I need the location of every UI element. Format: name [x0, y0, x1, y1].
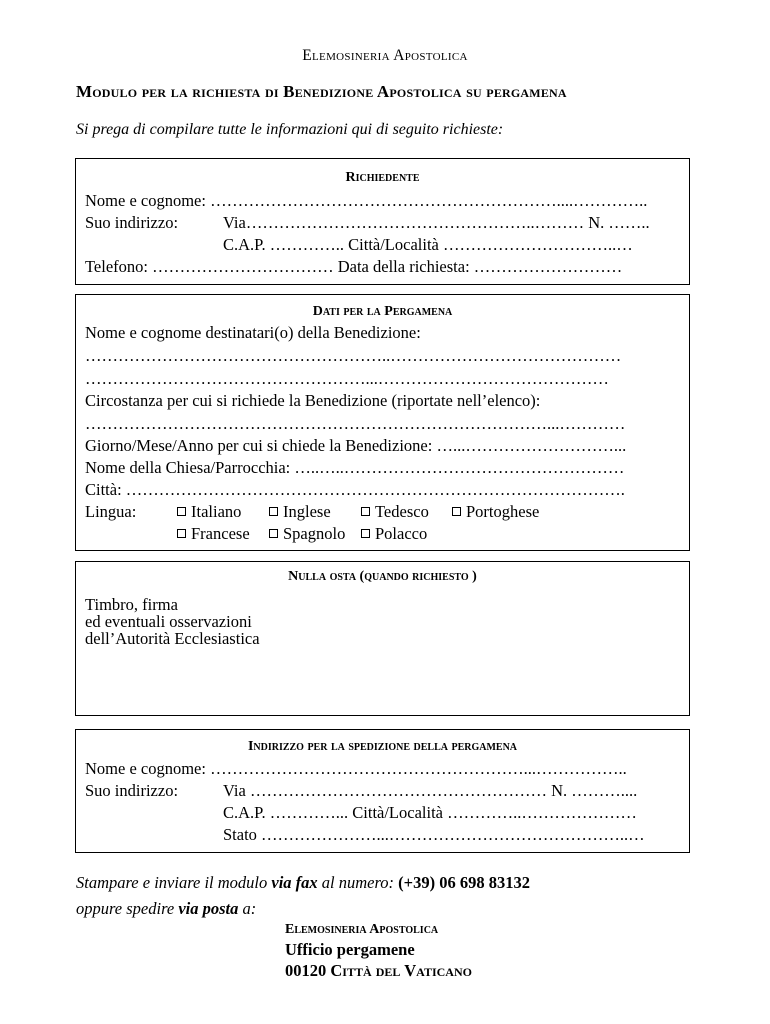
richiedente-via-field[interactable]: Via……………………………………………..……… N. …….. [223, 213, 650, 232]
pergamena-title: Dati per la Pergamena [312, 304, 453, 319]
form-title: Modulo per la richiesta di Benedizione Apostolica su pergamena [76, 82, 567, 101]
spedizione-name-field[interactable]: Nome e cognome: …………………………………………………...…………….. [85, 759, 627, 778]
nulla-osta-title: Nulla osta (quando richiesto ) [288, 569, 477, 584]
date-field[interactable]: Giorno/Mese/Anno per cui si chiede la Benedizione: …...………………………... [85, 436, 627, 455]
nulla-osta-line-1: Timbro, firma [85, 595, 178, 614]
spedizione-section [75, 729, 690, 853]
nulla-osta-section [75, 561, 690, 716]
spedizione-via-field[interactable]: Via ……………………………………………… N. ……….... [223, 781, 638, 800]
postal-address-line-2: Ufficio pergamene [285, 940, 415, 959]
spedizione-title: Indirizzo per la spedizione della pergamena [247, 739, 518, 754]
spedizione-cap-city-field[interactable]: C.A.P. …………... Città/Località …………..………………… [223, 803, 637, 822]
via-posta-emphasis: via posta [178, 899, 239, 918]
language-option-francese[interactable]: Francese [177, 526, 250, 543]
pergamena-section [75, 294, 690, 551]
checkbox-icon[interactable] [361, 529, 370, 538]
spedizione-address-label: Suo indirizzo: [85, 781, 179, 800]
checkbox-icon[interactable] [361, 507, 370, 516]
postal-address-line-1: Elemosineria Apostolica [285, 922, 439, 937]
richiedente-title: Richiedente [345, 170, 420, 185]
nulla-osta-line-3: dell’Autorità Ecclesiastica [85, 629, 260, 648]
nulla-osta-line-2: ed eventuali osservazioni [85, 612, 252, 631]
recipients-field-1[interactable]: ………………………………………………..…………………………………… [85, 346, 622, 365]
postal-address-line-3: 00120 Città del Vaticano [285, 961, 472, 980]
checkbox-icon[interactable] [452, 507, 461, 516]
language-label: Lingua: [85, 502, 137, 521]
intro-text: Si prega di compilare tutte le informazioni qui di seguito richieste: [76, 121, 504, 138]
recipients-label: Nome e cognome destinatari(o) della Benedizione: [85, 323, 421, 342]
richiedente-phone-date-field[interactable]: Telefono: …………………………… Data della richiesta: ……………………… [85, 257, 623, 276]
checkbox-icon[interactable] [269, 507, 278, 516]
language-option-polacco[interactable]: Polacco [361, 526, 427, 543]
richiedente-address-label: Suo indirizzo: [85, 213, 179, 232]
language-option-portoghese[interactable]: Portoghese [452, 504, 539, 521]
office-heading: Elemosineria Apostolica [302, 47, 468, 64]
richiedente-cap-city-field[interactable]: C.A.P. ………….. Città/Località …………………………..… [223, 235, 633, 254]
post-instruction: oppure spedire via posta a: [76, 899, 257, 918]
city-field[interactable]: Città: ………………………………………………………………………………. [85, 480, 625, 499]
language-option-italiano[interactable]: Italiano [177, 504, 241, 521]
via-fax-emphasis: via fax [271, 873, 318, 892]
language-option-inglese[interactable]: Inglese [269, 504, 331, 521]
richiedente-section [75, 158, 690, 285]
spedizione-stato-field[interactable]: Stato …………………...……………………………………..… [223, 825, 645, 844]
recipients-field-2[interactable]: ……………………………………………...…………………………………… [85, 369, 609, 388]
richiedente-name-field[interactable]: Nome e cognome: ………………………………………………………....………….. [85, 191, 648, 210]
checkbox-icon[interactable] [177, 507, 186, 516]
occasion-label: Circostanza per cui si richiede la Benedizione (riportate nell’elenco): [85, 391, 541, 410]
language-option-tedesco[interactable]: Tedesco [361, 504, 429, 521]
occasion-field[interactable]: …………………………………………………………………………...………… [85, 414, 626, 433]
church-field[interactable]: Nome della Chiesa/Parrocchia: …..…..…………………………………………… [85, 458, 625, 477]
language-option-spagnolo[interactable]: Spagnolo [269, 526, 345, 543]
checkbox-icon[interactable] [177, 529, 186, 538]
fax-instruction: Stampare e inviare il modulo via fax al numero: (+39) 06 698 83132 [76, 873, 530, 892]
checkbox-icon[interactable] [269, 529, 278, 538]
fax-number: (+39) 06 698 83132 [398, 873, 530, 892]
